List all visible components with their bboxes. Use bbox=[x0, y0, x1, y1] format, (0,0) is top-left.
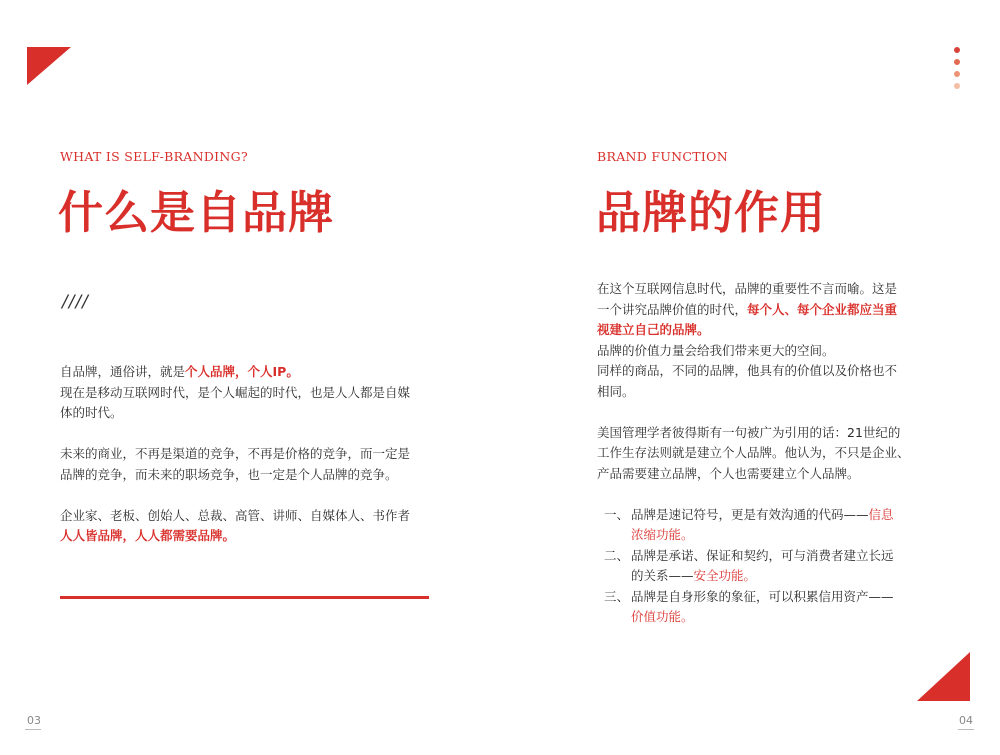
right-p1-line6: 相同。 bbox=[597, 383, 635, 399]
list-item bbox=[597, 505, 927, 546]
function-list bbox=[597, 505, 927, 628]
right-p1-line2-highlight: 每个人、每个企业都应当重 bbox=[747, 301, 898, 317]
list-item-text: 的关系—— bbox=[631, 568, 694, 583]
page-number-right: 04 bbox=[959, 714, 973, 727]
dot-2 bbox=[954, 59, 960, 65]
left-p1-text: 自品牌，通俗讲，就是 bbox=[60, 364, 186, 379]
list-item-highlight: 信息 bbox=[868, 506, 894, 522]
corner-triangle-top-left bbox=[27, 47, 71, 85]
right-p2-line2: 工作生存法则就是建立个人品牌。他认为，不只是企业、 bbox=[597, 445, 910, 460]
right-paragraph-2 bbox=[597, 423, 927, 485]
right-p1-line5: 同样的商品，不同的品牌，他具有的价值以及价格也不 bbox=[597, 363, 898, 378]
right-title: 品牌的作用 bbox=[596, 186, 827, 239]
list-item-number: 二、 bbox=[604, 547, 630, 563]
right-p1-line2-text: 一个讲究品牌价值的时代， bbox=[597, 301, 748, 317]
dot-4 bbox=[954, 83, 960, 89]
list-item bbox=[597, 546, 927, 587]
dot-3 bbox=[954, 71, 960, 77]
right-paragraph-1 bbox=[597, 279, 927, 402]
left-p3-highlight: 人人皆品牌，人人都需要品牌。 bbox=[60, 528, 236, 543]
left-p2-line2: 品牌的竞争，而未来的职场竞争，也一定是个人品牌的竞争。 bbox=[60, 466, 398, 482]
corner-triangle-bottom-right bbox=[917, 652, 970, 701]
right-p2-line3: 产品需要建立品牌，个人也需要建立个人品牌。 bbox=[597, 465, 860, 481]
list-item-number: 一、 bbox=[604, 506, 630, 522]
left-p1-highlight: 个人品牌，个人IP。 bbox=[185, 364, 299, 379]
left-p3-line1: 企业家、老板、创始人、总裁、高管、讲师、自媒体人、书作者 bbox=[60, 507, 411, 523]
left-p1-line2: 现在是移动互联网时代，是个人崛起的时代，也是人人都是自媒 bbox=[60, 384, 411, 400]
right-p2-line1: 美国管理学者彼得斯有一句被广为引用的话：21世纪的 bbox=[597, 424, 901, 440]
right-eyebrow: BRAND FUNCTION bbox=[597, 149, 728, 164]
right-p1-line4: 品牌的价值力量会给我们带来更大的空间。 bbox=[597, 342, 835, 358]
right-body bbox=[597, 279, 927, 628]
list-item-highlight: 浓缩功能。 bbox=[631, 527, 694, 542]
slash-divider: //// bbox=[62, 292, 89, 312]
left-title: 什么是自品牌 bbox=[58, 186, 335, 239]
left-paragraph-2 bbox=[60, 444, 440, 485]
right-p1-line3-highlight: 视建立自己的品牌。 bbox=[597, 322, 710, 337]
left-paragraph-3 bbox=[60, 506, 440, 547]
left-body bbox=[60, 362, 440, 547]
page-number-left-underline bbox=[25, 729, 41, 730]
left-paragraph-1 bbox=[60, 362, 440, 424]
dot-1 bbox=[954, 47, 960, 53]
list-item-text: 品牌是速记符号，更是有效沟通的代码—— bbox=[631, 506, 869, 522]
page-number-left: 03 bbox=[27, 714, 41, 727]
list-item-number: 三、 bbox=[604, 588, 630, 604]
list-item-highlight: 安全功能。 bbox=[693, 568, 757, 583]
page-number-right-underline bbox=[958, 729, 974, 730]
list-item-text: 品牌是自身形象的象征，可以积累信用资产—— bbox=[631, 588, 894, 604]
red-divider bbox=[60, 596, 429, 599]
list-item-highlight: 价值功能。 bbox=[631, 609, 694, 624]
left-p2-line1: 未来的商业，不再是渠道的竞争，不再是价格的竞争，而一定是 bbox=[60, 446, 411, 461]
list-item-text: 品牌是承诺、保证和契约，可与消费者建立长远 bbox=[631, 547, 894, 563]
left-eyebrow: WHAT IS SELF-BRANDING? bbox=[60, 149, 248, 164]
right-p1-line1: 在这个互联网信息时代，品牌的重要性不言而喻。这是 bbox=[597, 281, 898, 296]
list-item bbox=[597, 587, 927, 628]
left-p1-line3: 体的时代。 bbox=[60, 405, 123, 420]
